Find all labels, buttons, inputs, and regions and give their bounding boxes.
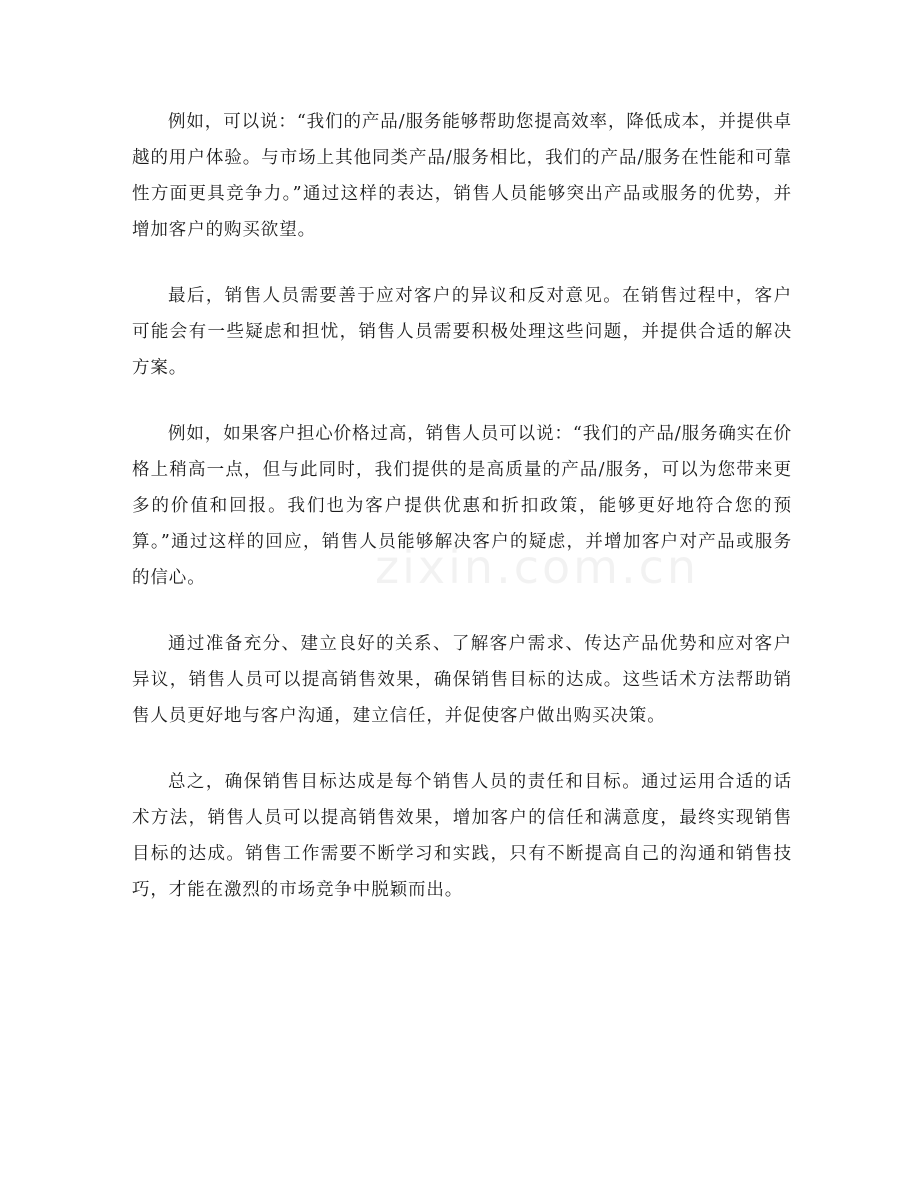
paragraph: 总之，确保销售目标达成是每个销售人员的责任和目标。通过运用合适的话术方法，销售人员可以提高销售效果，增加客户的信任和满意度，最终实现销售目标的达成。销售工作需要不断学习和实践，只有不断提高自己的沟通和销售技巧，才能在激烈的市场竞争中脱颖而出。 — [132, 772, 792, 900]
paragraph: 例如，可以说：“我们的产品/服务能够帮助您提高效率，降低成本，并提供卓越的用户体验。与市场上其他同类产品/服务相比，我们的产品/服务在性能和可靠性方面更具竞争力。”通过这样的表达，销售人员能够突出产品或服务的优势，并增加客户的购买欲望。 — [132, 112, 792, 240]
watermark: zixin.com.cn — [375, 540, 700, 594]
document-body — [132, 104, 792, 938]
paragraph: 最后，销售人员需要善于应对客户的异议和反对意见。在销售过程中，客户可能会有一些疑虑和担忧，销售人员需要积极处理这些问题，并提供合适的解决方案。 — [132, 286, 792, 378]
paragraph: 例如，如果客户担心价格过高，销售人员可以说：“我们的产品/服务确实在价格上稍高一点，但与此同时，我们提供的是高质量的产品/服务，可以为您带来更多的价值和回报。我们也为客户提供优惠和折扣政策，能够更好地符合您的预算。”通过这样的回应，销售人员能够解决客户的疑虑，并增加客户对产品或服务的信心。 — [132, 424, 792, 588]
paragraph: 通过准备充分、建立良好的关系、了解客户需求、传达产品优势和应对客户异议，销售人员可以提高销售效果，确保销售目标的达成。这些话术方法帮助销售人员更好地与客户沟通，建立信任，并促使客户做出购买决策。 — [132, 634, 792, 726]
